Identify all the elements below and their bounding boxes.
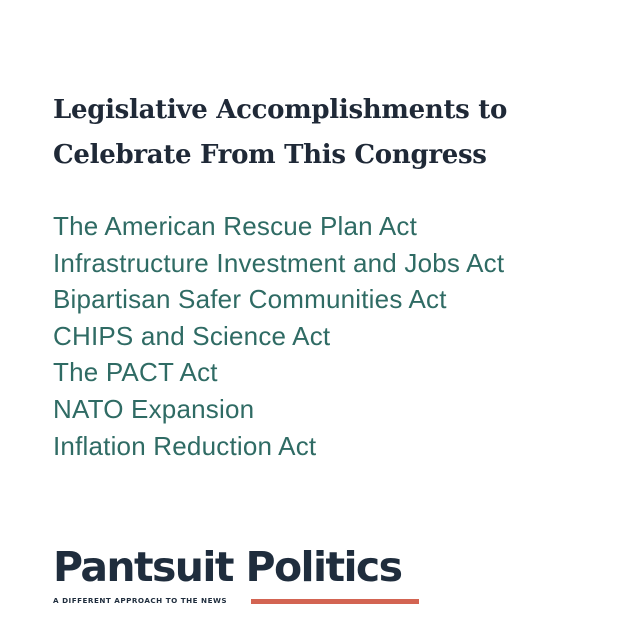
list-item: Bipartisan Safer Communities Act bbox=[53, 284, 447, 315]
title-line-2: Celebrate From This Congress bbox=[53, 140, 487, 170]
tagline-row bbox=[53, 595, 433, 607]
accomplishments-list bbox=[53, 208, 504, 464]
list-item: CHIPS and Science Act bbox=[53, 320, 331, 351]
brand-tagline: A DIFFERENT APPROACH TO THE NEWS bbox=[53, 596, 228, 605]
brand-name: Pantsuit Politics bbox=[53, 543, 402, 591]
list-item: Inflation Reduction Act bbox=[53, 430, 317, 461]
list-item: The American Rescue Plan Act bbox=[53, 211, 418, 241]
page-title bbox=[53, 88, 613, 178]
accent-bar bbox=[251, 599, 419, 604]
list-item: NATO Expansion bbox=[53, 393, 255, 424]
brand-logo bbox=[53, 540, 433, 607]
title-line-1: Legislative Accomplishments to bbox=[53, 95, 507, 125]
list-item: The PACT Act bbox=[53, 357, 218, 388]
list-item: Infrastructure Investment and Jobs Act bbox=[53, 247, 505, 278]
